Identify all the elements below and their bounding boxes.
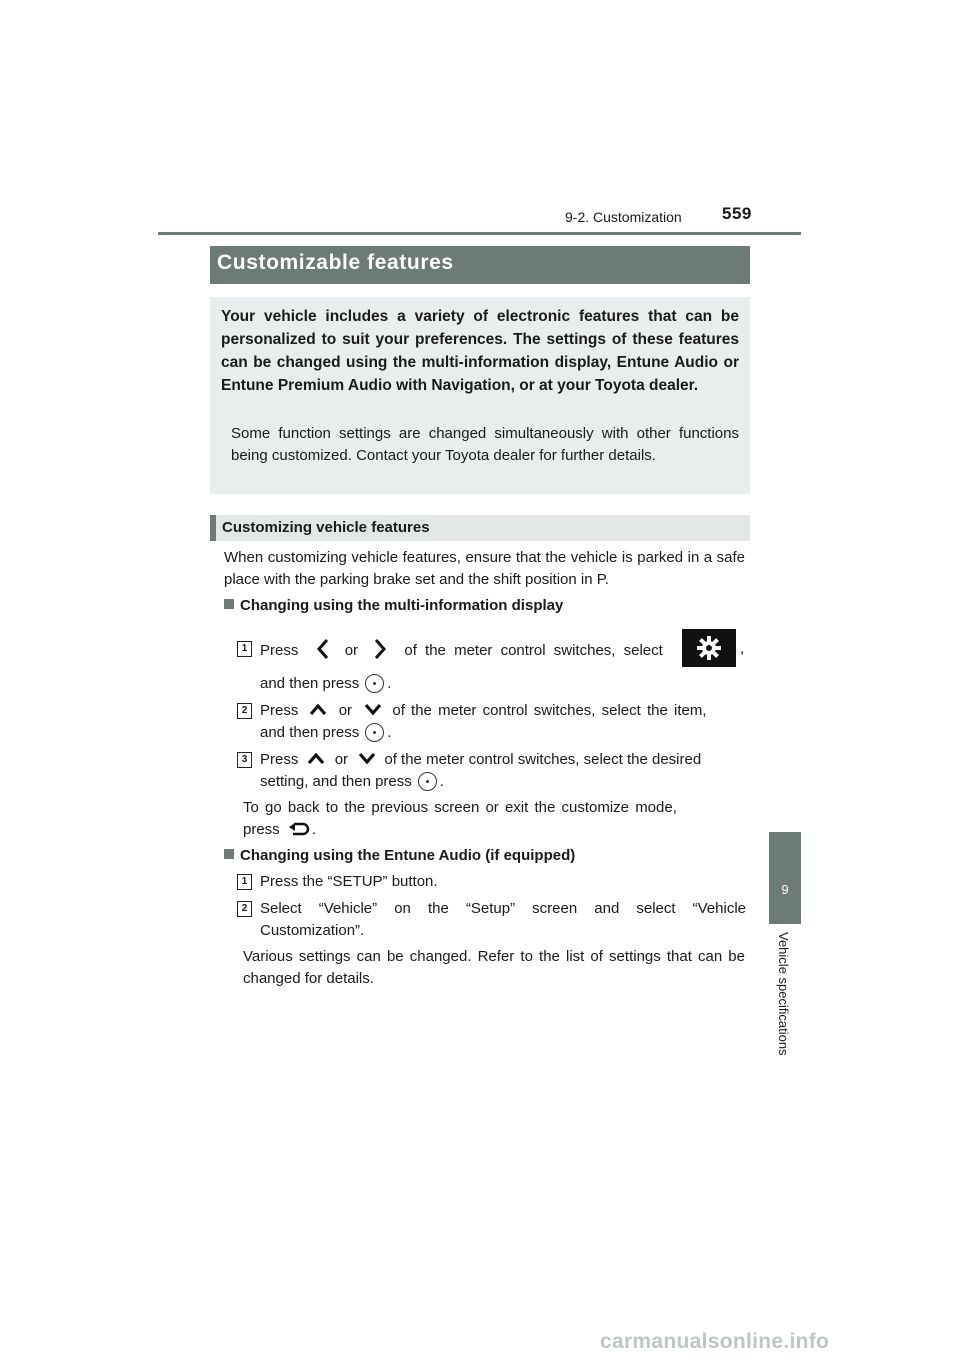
step-text: and then press bbox=[260, 675, 360, 692]
chevron-up-icon bbox=[307, 751, 325, 765]
step-text: or bbox=[334, 751, 349, 768]
step-text: Press bbox=[260, 702, 299, 719]
back-press-text: press bbox=[243, 821, 280, 838]
mid-step-1-cont bbox=[260, 673, 391, 695]
enter-button-icon bbox=[365, 723, 384, 742]
subsection-title: Customizing vehicle features bbox=[222, 519, 430, 536]
back-note: To go back to the previous screen or exit the customize mode, bbox=[243, 799, 677, 816]
mid-step-1 bbox=[260, 638, 746, 662]
mid-step-2 bbox=[260, 700, 746, 722]
step-number: 2 bbox=[237, 703, 252, 719]
step-comma: , bbox=[740, 640, 745, 657]
chapter-label-wrap bbox=[775, 932, 793, 1082]
step-text: of the meter control switches, select bbox=[404, 642, 663, 659]
step-text: Press bbox=[260, 642, 299, 659]
step-text: or bbox=[344, 642, 359, 659]
chevron-down-icon bbox=[358, 751, 376, 765]
back-dot-text: . bbox=[311, 821, 317, 838]
header-rule bbox=[158, 232, 801, 235]
mid-step-3-cont bbox=[260, 771, 444, 793]
intro-note: Some function settings are changed simultaneously with other functions being customized. Contact your Toyota dealer for further details. bbox=[231, 425, 739, 464]
step-text: . bbox=[387, 724, 392, 741]
watermark: carmanualsonline.info bbox=[600, 1330, 830, 1353]
mid-heading-text: Changing using the multi-information display bbox=[240, 597, 564, 614]
step-number: 2 bbox=[237, 901, 252, 917]
entune-step-2: Select “Vehicle” on the “Setup” screen and select “Vehicle Customization”. bbox=[260, 900, 746, 939]
mid-heading bbox=[224, 597, 563, 614]
chevron-down-icon bbox=[364, 702, 382, 716]
subsection-bar bbox=[210, 515, 216, 541]
gear-icon-box bbox=[682, 629, 736, 667]
subsection-paragraph: When customizing vehicle features, ensure that the vehicle is parked in a safe place with the parking brake set and the shift position in P. bbox=[224, 549, 745, 588]
intro-text: Your vehicle includes a variety of electronic features that can be personalized to suit your preferences. The settings of these features can be changed using the multi-information display, Entune Audio or Entune Premium Audio with Navigation, or at your Toyota dealer. bbox=[221, 308, 739, 394]
mid-step-3 bbox=[260, 749, 746, 771]
entune-heading bbox=[224, 847, 575, 864]
section-reference: 9-2. Customization bbox=[565, 209, 682, 225]
chapter-label: Vehicle specifications bbox=[776, 932, 791, 1056]
enter-button-icon bbox=[365, 674, 384, 693]
page-number: 559 bbox=[722, 204, 752, 223]
step-text: . bbox=[387, 675, 392, 692]
chapter-tab bbox=[769, 832, 801, 924]
chapter-number: 9 bbox=[781, 882, 789, 897]
gear-icon bbox=[682, 629, 736, 667]
step-text: . bbox=[439, 773, 444, 790]
page-title: Customizable features bbox=[217, 251, 454, 274]
chevron-right-icon bbox=[372, 638, 388, 660]
back-arrow-icon bbox=[285, 821, 311, 837]
step-number: 1 bbox=[237, 641, 252, 657]
step-text: of the meter control switches, select the item, bbox=[392, 702, 707, 719]
step-text: and then press bbox=[260, 724, 360, 741]
entune-note: Various settings can be changed. Refer to the list of settings that can be changed for details. bbox=[243, 948, 745, 987]
chevron-up-icon bbox=[309, 702, 327, 716]
step-number: 3 bbox=[237, 752, 252, 768]
chevron-left-icon bbox=[315, 638, 331, 660]
back-note-cont bbox=[243, 819, 316, 841]
step-text: of the meter control switches, select the desired bbox=[384, 751, 702, 768]
bullet-square-icon bbox=[224, 849, 234, 859]
step-number: 1 bbox=[237, 874, 252, 890]
entune-heading-text: Changing using the Entune Audio (if equipped) bbox=[240, 847, 576, 864]
step-text: setting, and then press bbox=[260, 773, 412, 790]
enter-button-icon bbox=[418, 772, 437, 791]
entune-step-1: Press the “SETUP” button. bbox=[260, 873, 438, 890]
step-text: or bbox=[338, 702, 353, 719]
step-text: Press bbox=[260, 751, 299, 768]
bullet-square-icon bbox=[224, 599, 234, 609]
mid-step-2-cont bbox=[260, 722, 391, 744]
